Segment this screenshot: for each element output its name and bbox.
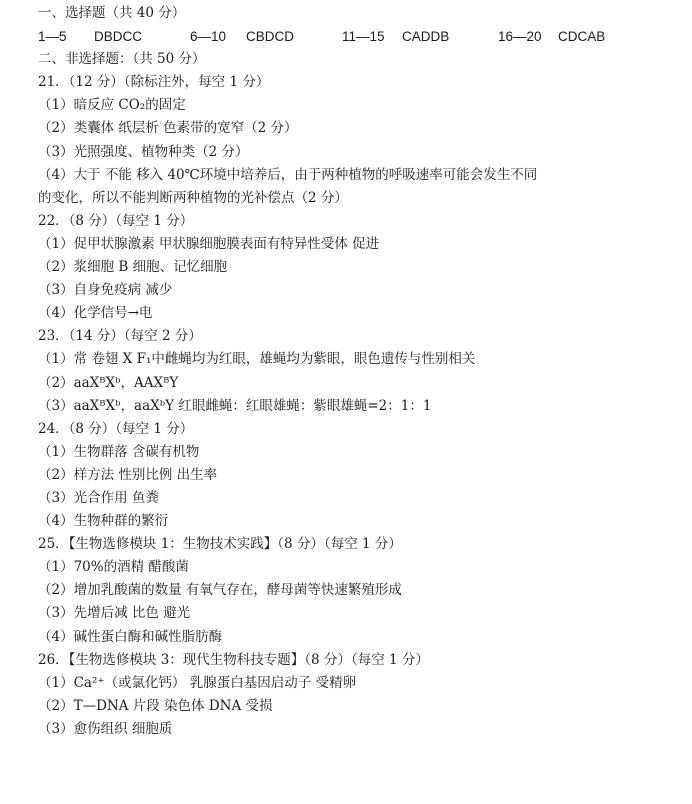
section-2-title: 二、非选择题：（共 50 分） xyxy=(38,51,206,68)
answer-line: （1）70%的酒精 醋酸菌 xyxy=(38,559,189,576)
mcq-answer: DBDCC xyxy=(94,29,143,45)
answer-line: （2）样方法 性别比例 出生率 xyxy=(38,466,218,483)
answer-line: （3）自身免疫病 减少 xyxy=(38,282,173,299)
answer-line: 26．【生物选修模块 3：现代生物科技专题】（8 分）（每空 1 分） xyxy=(38,651,429,668)
answer-line: （4）大于 不能 移入 40℃环境中培养后，由于两种植物的呼吸速率可能会发生不同 xyxy=(38,166,538,183)
answer-line: （3）光合作用 鱼粪 xyxy=(38,489,159,506)
answer-line: （3）先增后减 比色 避光 xyxy=(38,605,191,622)
mcq-answers xyxy=(38,25,692,48)
mcq-range: 16—20 xyxy=(498,29,542,45)
answer-line: （3）愈伤组织 细胞质 xyxy=(38,720,173,737)
answer-line: （4）碱性蛋白酶和碱性脂肪酶 xyxy=(38,628,223,645)
answer-line: 23．（14 分）（每空 2 分） xyxy=(38,328,202,345)
answer-line: （2）T—DNA 片段 染色体 DNA 受损 xyxy=(38,697,273,714)
answer-line: 25．【生物选修模块 1：生物技术实践】（8 分）（每空 1 分） xyxy=(38,536,402,553)
answer-line: （2）增加乳酸菌的数量 有氧气存在，酵母菌等快速繁殖形成 xyxy=(38,582,402,599)
answer-line: （3）光照强度、植物种类（2 分） xyxy=(38,143,249,160)
answer-line: （1）生物群落 含碳有机物 xyxy=(38,443,200,460)
answer-line: （1）Ca²⁺（或氯化钙） 乳腺蛋白基因启动子 受精卵 xyxy=(38,674,357,691)
answer-line: （2）浆细胞 B 细胞、记忆细胞 xyxy=(38,259,228,276)
answer-line: （1）暗反应 CO₂的固定 xyxy=(38,97,186,114)
answer-line: （4）化学信号→电 xyxy=(38,305,153,322)
answer-line: 22．（8 分）（每空 1 分） xyxy=(38,212,194,229)
mcq-range: 6—10 xyxy=(190,29,227,45)
mcq-answer: CBDCD xyxy=(246,29,295,45)
answer-line: （2）aaXᴮXᵇ，AAXᴮY xyxy=(38,374,179,391)
mcq-answer: CDCAB xyxy=(558,29,606,45)
answer-line: （2）类囊体 纸层析 色素带的宽窄（2 分） xyxy=(38,120,298,137)
answer-line: （3）aaXᴮXᵇ，aaXᵇY 红眼雌蝇：红眼雄蝇：紫眼雄蝇=2：1：1 xyxy=(38,397,432,414)
answer-line: 的变化，所以不能判断两种植物的光补偿点（2 分） xyxy=(38,189,348,206)
answer-line: （1）促甲状腺激素 甲状腺细胞膜表面有特异性受体 促进 xyxy=(38,235,380,252)
answer-line: （4）生物种群的繁衍 xyxy=(38,513,169,530)
answer-line: （1）常 卷翅 X F₁中雌蝇均为红眼，雄蝇均为紫眼，眼色遗传与性别相关 xyxy=(38,351,476,368)
section-1-title: 一、选择题（共 40 分） xyxy=(38,5,186,21)
mcq-range: 11—15 xyxy=(342,29,385,45)
mcq-range: 1—5 xyxy=(38,29,67,45)
answer-lines xyxy=(38,71,692,741)
answer-line: 21．（12 分）（除标注外，每空 1 分） xyxy=(38,74,270,91)
mcq-answer: CADDB xyxy=(402,29,450,45)
answer-line: 24．（8 分）（每空 1 分） xyxy=(38,420,194,437)
